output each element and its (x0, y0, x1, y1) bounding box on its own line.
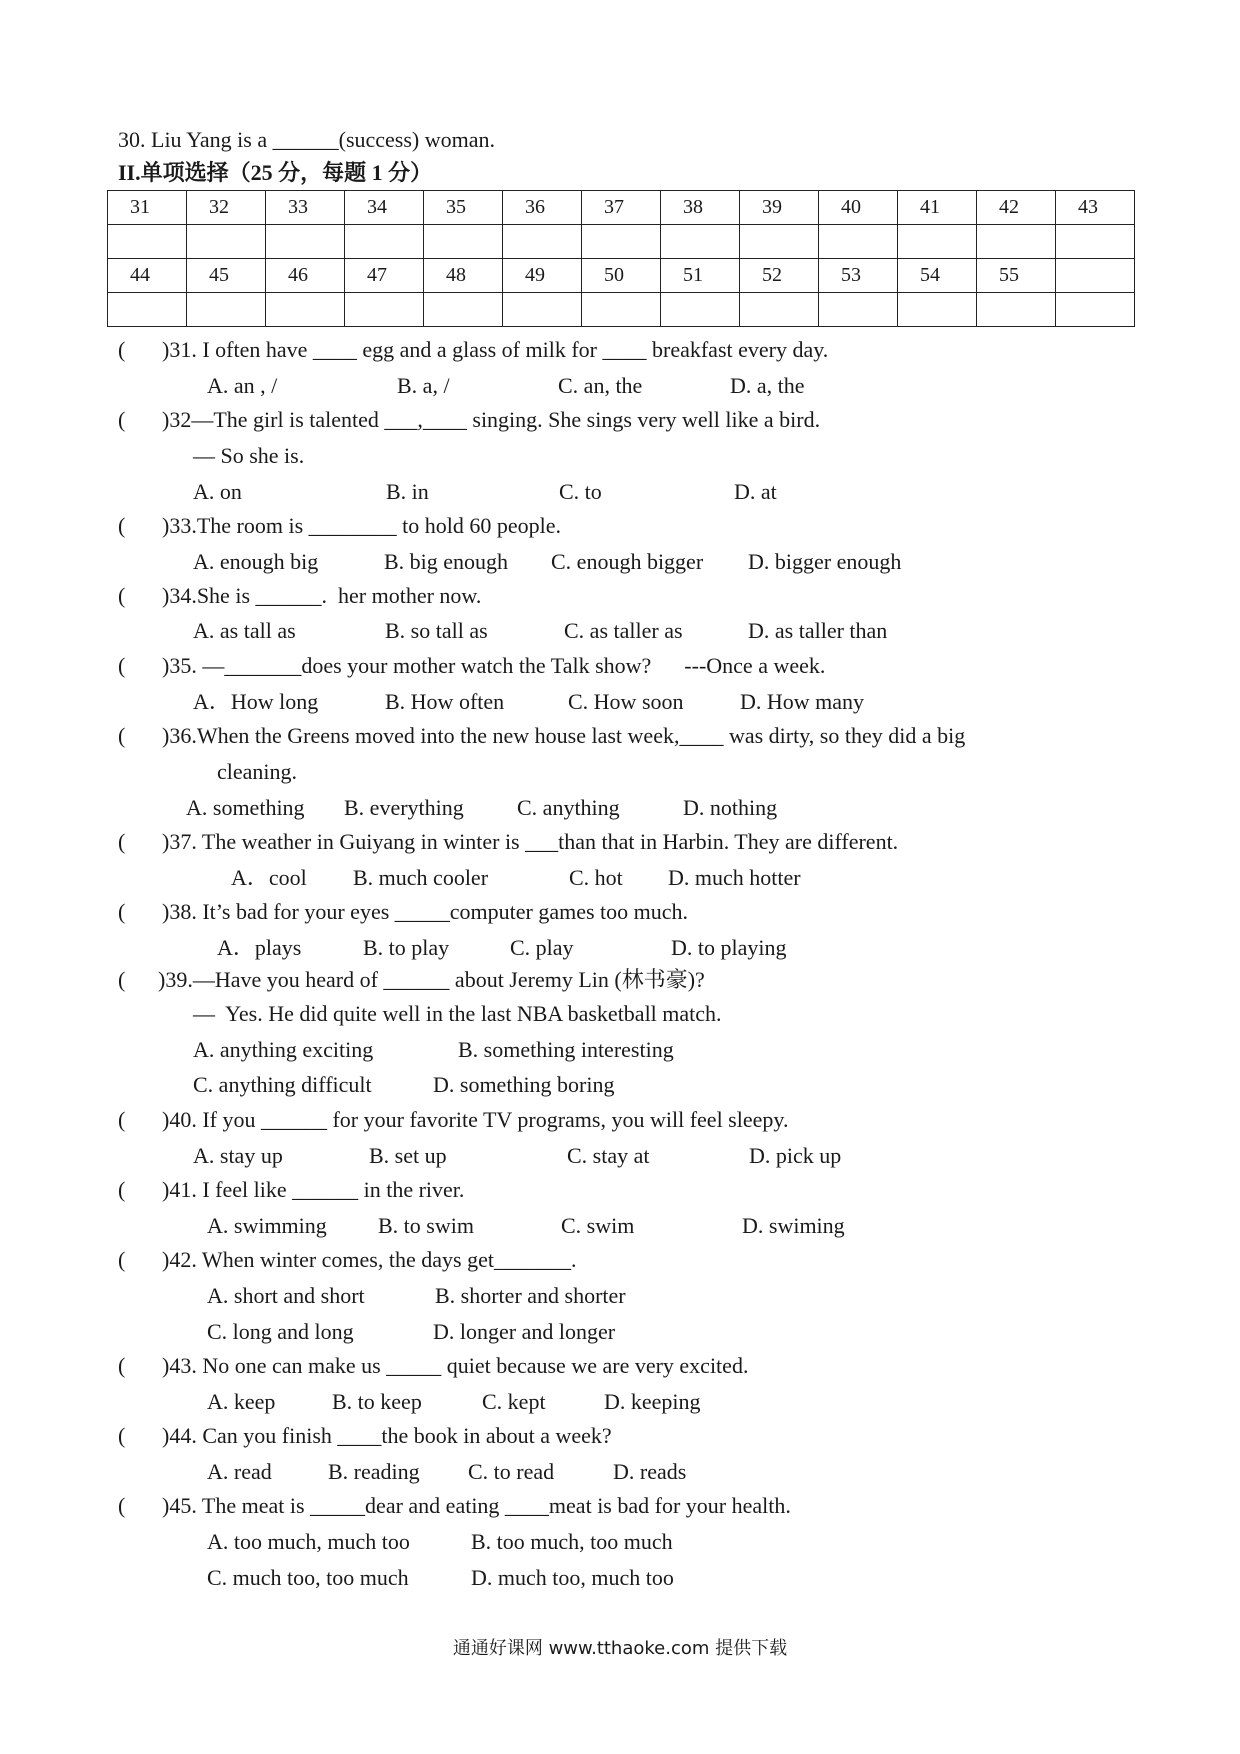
question-33-stem: )33.The room is ________ to hold 60 people. (162, 513, 562, 538)
option-b: B. big enough (384, 549, 509, 574)
option-b: B. everything (344, 795, 464, 820)
answer-cell[interactable] (661, 225, 740, 259)
answer-paren: ( (118, 899, 126, 924)
option-c: C. anything difficult (193, 1072, 372, 1097)
option-b: B. much cooler (353, 865, 489, 890)
question-35-stem: )35. —_______does your mother watch the Talk show? ---Once a week. (162, 653, 826, 678)
answer-cell[interactable] (977, 293, 1056, 327)
question-41-stem: )41. I feel like ______ in the river. (162, 1177, 465, 1202)
grid-answer-row (108, 225, 1135, 259)
answer-cell[interactable] (740, 293, 819, 327)
option-d: D. reads (613, 1459, 687, 1484)
option-a: A. keep (207, 1389, 276, 1414)
option-c: C. swim (561, 1213, 635, 1238)
option-c: C. an, the (558, 373, 643, 398)
option-d: D. something boring (433, 1072, 615, 1097)
option-d: D. pick up (749, 1143, 842, 1168)
option-a: A. something (186, 795, 305, 820)
question-36-continuation: cleaning. (217, 759, 298, 784)
option-d: D. swiming (742, 1213, 845, 1238)
option-b: B. shorter and shorter (435, 1283, 626, 1308)
option-d: D. How many (740, 689, 865, 714)
option-a: A. on (193, 479, 242, 504)
question-39-reply: — Yes. He did quite well in the last NBA basketball match. (193, 1001, 722, 1026)
answer-paren: ( (118, 337, 126, 362)
answer-paren: ( (118, 967, 126, 992)
answer-paren: ( (118, 829, 126, 854)
option-a: A．cool (231, 865, 307, 890)
grid-cell: 40 (819, 191, 898, 225)
question-38-stem: )38. It’s bad for your eyes _____computer games too much. (162, 899, 689, 924)
answer-paren: ( (118, 1423, 126, 1448)
question-32-reply: — So she is. (193, 443, 305, 468)
option-a: A. short and short (207, 1283, 365, 1308)
option-a: A．plays (217, 935, 302, 960)
grid-cell: 48 (424, 259, 503, 293)
answer-cell[interactable] (582, 293, 661, 327)
grid-cell: 52 (740, 259, 819, 293)
option-c: C. much too, too much (207, 1565, 409, 1590)
answer-cell[interactable] (187, 225, 266, 259)
answer-grid (107, 190, 1135, 327)
answer-paren: ( (118, 513, 126, 538)
option-d: D. bigger enough (748, 549, 902, 574)
grid-cell: 41 (898, 191, 977, 225)
grid-cell: 35 (424, 191, 503, 225)
answer-cell[interactable] (424, 225, 503, 259)
option-b: B. a, / (397, 373, 450, 398)
answer-paren: ( (118, 723, 126, 748)
answer-cell[interactable] (108, 225, 187, 259)
answer-cell[interactable] (819, 225, 898, 259)
grid-cell: 50 (582, 259, 661, 293)
question-30: 30. Liu Yang is a ______(success) woman. (118, 127, 496, 152)
grid-cell: 42 (977, 191, 1056, 225)
grid-cell: 47 (345, 259, 424, 293)
answer-cell[interactable] (345, 293, 424, 327)
answer-cell[interactable] (740, 225, 819, 259)
option-a: A. too much, much too (207, 1529, 410, 1554)
answer-paren: ( (118, 407, 126, 432)
grid-cell: 31 (108, 191, 187, 225)
grid-cell: 44 (108, 259, 187, 293)
answer-cell[interactable] (1056, 225, 1135, 259)
grid-number-row (108, 259, 1135, 293)
question-43-stem: )43. No one can make us _____ quiet because we are very excited. (162, 1353, 749, 1378)
grid-cell: 39 (740, 191, 819, 225)
answer-paren: ( (118, 653, 126, 678)
option-b: B. something interesting (458, 1037, 674, 1062)
answer-cell[interactable] (345, 225, 424, 259)
option-b: B. so tall as (385, 618, 488, 643)
question-36-stem: )36.When the Greens moved into the new house last week,____ was dirty, so they did a big (162, 723, 966, 748)
grid-cell: 46 (266, 259, 345, 293)
option-c: C. play (510, 935, 574, 960)
option-c: C. to read (468, 1459, 555, 1484)
grid-cell: 45 (187, 259, 266, 293)
option-d: D. much too, much too (471, 1565, 674, 1590)
option-d: D. as taller than (748, 618, 888, 643)
option-a: A．How long (193, 689, 319, 714)
option-d: D. nothing (683, 795, 778, 820)
option-b: B. to play (363, 935, 450, 960)
option-a: A. enough big (193, 549, 319, 574)
option-c: C. How soon (568, 689, 684, 714)
option-c: C. to (559, 479, 602, 504)
option-b: B. set up (369, 1143, 447, 1168)
option-d: D. much hotter (668, 865, 801, 890)
grid-cell: 36 (503, 191, 582, 225)
answer-cell[interactable] (108, 293, 187, 327)
grid-cell: 34 (345, 191, 424, 225)
option-a: A. read (207, 1459, 272, 1484)
grid-number-row (108, 191, 1135, 225)
answer-cell[interactable] (503, 225, 582, 259)
option-c: C. hot (569, 865, 623, 890)
grid-cell: 51 (661, 259, 740, 293)
option-b: B. in (386, 479, 429, 504)
answer-cell[interactable] (424, 293, 503, 327)
question-31-stem: )31. I often have ____ egg and a glass of milk for ____ breakfast every day. (162, 337, 829, 362)
option-b: B. to keep (332, 1389, 422, 1414)
answer-paren: ( (118, 1177, 126, 1202)
question-40-stem: )40. If you ______ for your favorite TV programs, you will feel sleepy. (162, 1107, 789, 1132)
option-c: C. stay at (567, 1143, 650, 1168)
grid-answer-row (108, 293, 1135, 327)
grid-cell: 32 (187, 191, 266, 225)
question-37-stem: )37. The weather in Guiyang in winter is ___than that in Harbin. They are different. (162, 829, 899, 854)
option-b: B. How often (385, 689, 505, 714)
option-d: D. keeping (604, 1389, 701, 1414)
option-a: A. anything exciting (193, 1037, 374, 1062)
option-d: D. to playing (671, 935, 787, 960)
grid-cell: 38 (661, 191, 740, 225)
option-d: D. a, the (730, 373, 805, 398)
answer-cell[interactable] (503, 293, 582, 327)
page-footer: 通通好课网 www.tthaoke.com 提供下载 (452, 1638, 788, 1659)
grid-cell: 43 (1056, 191, 1135, 225)
answer-paren: ( (118, 1107, 126, 1132)
option-b: B. to swim (378, 1213, 474, 1238)
answer-cell[interactable] (266, 293, 345, 327)
answer-cell[interactable] (582, 225, 661, 259)
answer-cell[interactable] (819, 293, 898, 327)
answer-paren: ( (118, 1353, 126, 1378)
answer-cell[interactable] (187, 293, 266, 327)
grid-cell (1056, 259, 1135, 293)
grid-cell: 55 (977, 259, 1056, 293)
option-a: A. an , / (207, 373, 278, 398)
grid-cell: 49 (503, 259, 582, 293)
grid-cell: 54 (898, 259, 977, 293)
option-a: A. swimming (207, 1213, 327, 1238)
option-c: C. enough bigger (551, 549, 704, 574)
option-d: D. longer and longer (433, 1319, 616, 1344)
answer-paren: ( (118, 1493, 126, 1518)
option-b: B. too much, too much (471, 1529, 673, 1554)
answer-cell[interactable] (661, 293, 740, 327)
option-c: C. anything (517, 795, 620, 820)
grid-cell: 33 (266, 191, 345, 225)
question-45-stem: )45. The meat is _____dear and eating ____meat is bad for your health. (162, 1493, 791, 1518)
option-a: A. stay up (193, 1143, 283, 1168)
grid-cell: 53 (819, 259, 898, 293)
option-b: B. reading (328, 1459, 420, 1484)
option-c: C. as taller as (564, 618, 683, 643)
answer-cell[interactable] (898, 293, 977, 327)
answer-paren: ( (118, 1247, 126, 1272)
answer-cell[interactable] (1056, 293, 1135, 327)
option-c: C. kept (482, 1389, 546, 1414)
section-heading: II.单项选择（25 分，每题 1 分） (118, 160, 433, 185)
question-32-stem: )32—The girl is talented ___,____ singing. She sings very well like a bird. (162, 407, 821, 432)
question-42-stem: )42. When winter comes, the days get_______. (162, 1247, 577, 1272)
grid-cell: 37 (582, 191, 661, 225)
question-39-stem: )39.—Have you heard of ______ about Jeremy Lin (林书豪)? (158, 967, 705, 992)
option-c: C. long and long (207, 1319, 354, 1344)
question-44-stem: )44. Can you finish ____the book in about a week? (162, 1423, 612, 1448)
answer-paren: ( (118, 583, 126, 608)
answer-cell[interactable] (266, 225, 345, 259)
option-d: D. at (734, 479, 777, 504)
answer-cell[interactable] (898, 225, 977, 259)
answer-cell[interactable] (977, 225, 1056, 259)
question-34-stem: )34.She is ______. her mother now. (162, 583, 482, 608)
option-a: A. as tall as (193, 618, 296, 643)
